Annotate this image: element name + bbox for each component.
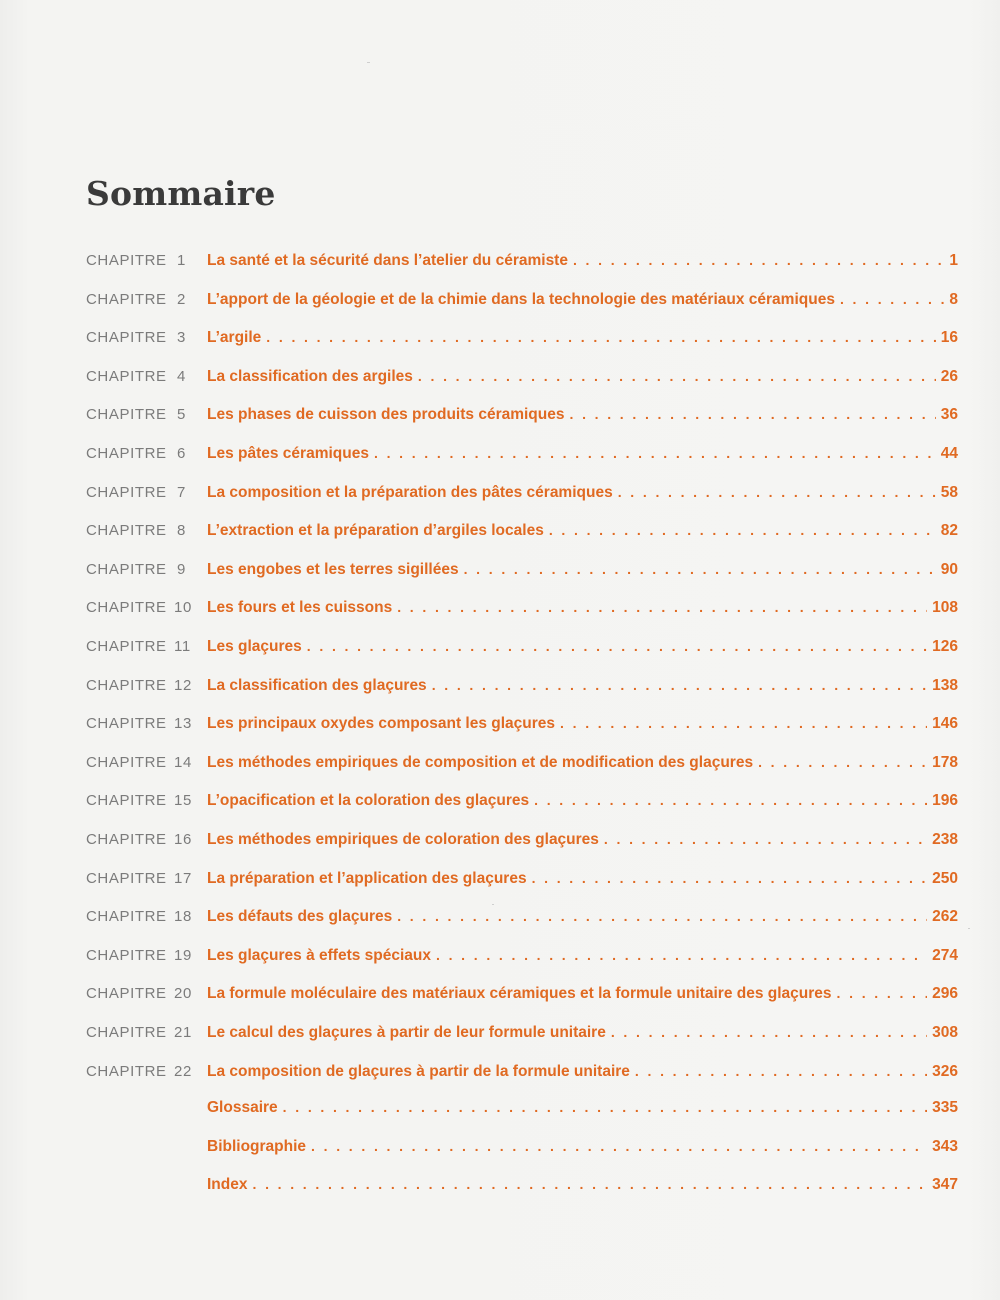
entry-title[interactable]: Les méthodes empiriques de composition et de modification des glaçures <box>207 753 754 771</box>
toc-entry[interactable] <box>207 1099 958 1117</box>
toc-row-chapter[interactable] <box>86 482 958 512</box>
chapter-label <box>86 829 207 848</box>
toc-entry[interactable] <box>207 445 958 463</box>
toc-entry[interactable] <box>207 1024 958 1042</box>
toc-row-chapter[interactable] <box>86 752 958 782</box>
entry-title[interactable]: Les glaçures à effets spéciaux <box>207 946 432 964</box>
chapter-number: 1 <box>177 252 186 269</box>
page-number[interactable]: 308 <box>932 1024 958 1041</box>
entry-title[interactable]: La préparation et l’application des glaçures <box>207 869 527 887</box>
chapter-number: 19 <box>174 946 192 964</box>
entry-title[interactable]: L’opacification et la coloration des glaçures <box>207 792 530 810</box>
toc-row-chapter[interactable] <box>86 559 958 589</box>
chapter-number: 16 <box>174 831 192 848</box>
toc-row-chapter[interactable] <box>86 713 958 743</box>
dot-leader <box>436 947 927 963</box>
dot-leader <box>534 792 927 808</box>
dot-leader <box>569 406 935 422</box>
chapter-number: 14 <box>174 753 192 771</box>
chapter-number: 17 <box>174 869 192 887</box>
chapter-label <box>86 327 207 346</box>
toc-row-chapter[interactable] <box>86 327 958 357</box>
chapter-word: CHAPITRE <box>86 329 167 347</box>
entry-title[interactable]: Les phases de cuisson des produits céramiques <box>207 406 565 424</box>
chapter-label <box>86 1187 207 1189</box>
toc-row-chapter[interactable] <box>86 945 958 975</box>
toc-row-chapter[interactable] <box>86 289 958 319</box>
toc-entry[interactable] <box>207 792 958 810</box>
entry-title[interactable]: Le calcul des glaçures à partir de leur formule unitaire <box>207 1024 606 1041</box>
dot-leader <box>618 484 936 500</box>
page-number[interactable]: 44 <box>940 445 958 462</box>
chapter-label <box>86 559 207 578</box>
toc-entry[interactable] <box>207 599 958 617</box>
dot-leader <box>560 715 927 731</box>
paper-speck <box>492 904 494 905</box>
page-number[interactable]: 196 <box>932 792 958 810</box>
page-number[interactable]: 138 <box>932 676 958 694</box>
page-number[interactable]: 296 <box>932 985 958 1003</box>
toc-row-chapter[interactable] <box>86 520 958 550</box>
toc-row-chapter[interactable] <box>86 906 958 936</box>
chapter-number: 12 <box>174 676 192 694</box>
toc-entry[interactable] <box>207 561 958 579</box>
chapter-label <box>86 1110 207 1112</box>
dot-leader <box>432 677 927 693</box>
toc-row-chapter[interactable] <box>86 1022 958 1052</box>
chapter-number: 8 <box>177 522 186 540</box>
chapter-label <box>86 1149 207 1151</box>
chapter-label <box>86 675 207 694</box>
chapter-word: CHAPITRE <box>86 445 167 462</box>
page-number[interactable]: 326 <box>932 1062 958 1080</box>
toc-row-chapter[interactable] <box>86 250 958 280</box>
chapter-label <box>86 713 207 732</box>
chapter-label <box>86 366 207 385</box>
toc-entry[interactable] <box>207 985 958 1003</box>
entry-title[interactable]: La classification des glaçures <box>207 676 427 694</box>
chapter-label <box>86 597 207 616</box>
page-number[interactable]: 146 <box>932 715 958 733</box>
chapter-word: CHAPITRE <box>86 792 167 810</box>
chapter-word: CHAPITRE <box>86 367 167 385</box>
chapter-number: 3 <box>177 329 186 347</box>
page-number[interactable]: 126 <box>932 638 958 655</box>
chapter-label <box>86 983 207 1002</box>
chapter-number: 21 <box>174 1024 192 1041</box>
page-number[interactable]: 58 <box>940 483 958 501</box>
page-number[interactable]: 26 <box>940 367 958 385</box>
dot-leader <box>464 561 936 577</box>
toc-row-chapter[interactable] <box>86 636 958 666</box>
entry-title[interactable]: L’extraction et la préparation d’argiles locales <box>207 522 544 540</box>
toc-entry[interactable] <box>207 368 958 386</box>
chapter-label <box>86 289 207 308</box>
paper-speck <box>968 928 970 929</box>
dot-leader <box>604 831 927 847</box>
toc-entry[interactable] <box>207 329 958 347</box>
chapter-word: CHAPITRE <box>86 1062 167 1080</box>
toc-row-chapter[interactable] <box>86 983 958 1013</box>
entry-title[interactable]: La classification des argiles <box>207 367 413 385</box>
toc-row-chapter[interactable] <box>86 404 958 434</box>
chapter-number: 6 <box>177 445 186 462</box>
page-number[interactable]: 1 <box>949 252 958 269</box>
chapter-number: 18 <box>174 908 192 926</box>
chapter-number: 4 <box>177 367 186 385</box>
page-number[interactable]: 178 <box>932 753 958 771</box>
toc-entry[interactable] <box>207 908 958 926</box>
entry-title[interactable]: La formule moléculaire des matériaux céramiques et la formule unitaire des glaçures <box>207 985 832 1003</box>
chapter-number: 5 <box>177 406 186 424</box>
dot-leader <box>573 252 944 268</box>
toc-entry[interactable] <box>207 252 958 270</box>
chapter-label <box>86 868 207 887</box>
dot-leader <box>611 1024 927 1040</box>
dot-leader <box>837 985 928 1001</box>
page-title: Sommaire <box>86 174 276 213</box>
chapter-word: CHAPITRE <box>86 676 167 694</box>
toc-entry[interactable] <box>207 715 958 733</box>
page-number[interactable]: 274 <box>932 946 958 964</box>
toc-entry[interactable] <box>207 1138 958 1156</box>
chapter-number: 10 <box>174 599 192 617</box>
dot-leader <box>840 291 944 307</box>
chapter-number: 11 <box>174 638 191 655</box>
entry-title[interactable]: La composition et la préparation des pâtes céramiques <box>207 483 613 501</box>
chapter-label <box>86 945 207 964</box>
page-number[interactable]: 82 <box>940 522 958 540</box>
toc-entry[interactable] <box>207 1176 958 1194</box>
entry-title[interactable]: Les défauts des glaçures <box>207 908 393 926</box>
toc-entry[interactable] <box>207 754 958 772</box>
toc-entry[interactable] <box>207 484 958 502</box>
entry-title[interactable]: Les fours et les cuissons <box>207 599 393 617</box>
page-number[interactable]: 347 <box>932 1176 958 1194</box>
toc-entry[interactable] <box>207 831 958 849</box>
toc-row-chapter[interactable] <box>86 675 958 705</box>
page-number[interactable]: 335 <box>932 1099 958 1117</box>
paper-speck <box>367 62 370 63</box>
entry-title[interactable]: Les pâtes céramiques <box>207 445 369 462</box>
entry-title[interactable]: Les principaux oxydes composant les glaçures <box>207 715 556 733</box>
chapter-label <box>86 790 207 809</box>
chapter-number: 15 <box>174 792 192 810</box>
chapter-number: 2 <box>177 290 186 308</box>
toc-entry[interactable] <box>207 947 958 965</box>
dot-leader <box>252 1176 927 1192</box>
chapter-number: 20 <box>174 985 192 1003</box>
page-number[interactable]: 108 <box>932 599 958 617</box>
page-number[interactable]: 250 <box>932 869 958 887</box>
entry-title[interactable]: La santé et la sécurité dans l’atelier du céramiste <box>207 252 568 269</box>
page-number[interactable]: 238 <box>932 831 958 848</box>
entry-title[interactable]: Glossaire <box>207 1099 278 1117</box>
chapter-label <box>86 482 207 501</box>
chapter-label <box>86 443 207 462</box>
chapter-word: CHAPITRE <box>86 753 167 771</box>
page-number[interactable]: 8 <box>949 290 958 308</box>
entry-title[interactable]: Les engobes et les terres sigillées <box>207 560 459 578</box>
page-number[interactable]: 90 <box>940 560 958 578</box>
toc-row-appendix[interactable] <box>86 1138 958 1168</box>
toc-entry[interactable] <box>207 677 958 695</box>
dot-leader <box>266 329 935 345</box>
entry-title[interactable]: La composition de glaçures à partir de la formule unitaire <box>207 1062 630 1080</box>
toc-row-chapter[interactable] <box>86 597 958 627</box>
chapter-word: CHAPITRE <box>86 560 167 578</box>
chapter-word: CHAPITRE <box>86 946 167 964</box>
entry-title[interactable]: L’argile <box>207 329 262 347</box>
dot-leader <box>635 1063 927 1079</box>
chapter-word: CHAPITRE <box>86 638 167 655</box>
entry-title[interactable]: Index <box>207 1176 248 1194</box>
chapter-word: CHAPITRE <box>86 522 167 540</box>
toc-row-chapter[interactable] <box>86 366 958 396</box>
chapter-label <box>86 906 207 925</box>
toc-row-chapter[interactable] <box>86 443 958 473</box>
chapter-word: CHAPITRE <box>86 1024 167 1041</box>
chapter-number: 22 <box>174 1062 192 1080</box>
dot-leader <box>418 368 936 384</box>
page-number[interactable]: 16 <box>940 329 958 347</box>
toc-entry[interactable] <box>207 522 958 540</box>
chapter-word: CHAPITRE <box>86 715 167 733</box>
chapter-word: CHAPITRE <box>86 869 167 887</box>
toc-row-appendix[interactable] <box>86 1176 958 1206</box>
chapter-number: 9 <box>177 560 186 578</box>
chapter-word: CHAPITRE <box>86 831 167 848</box>
dot-leader <box>311 1138 927 1154</box>
dot-leader <box>307 638 927 654</box>
chapter-label <box>86 1022 207 1041</box>
dot-leader <box>283 1099 927 1115</box>
dot-leader <box>374 445 936 461</box>
chapter-label <box>86 404 207 423</box>
entry-title[interactable]: Bibliographie <box>207 1137 307 1155</box>
entry-title[interactable]: Les méthodes empiriques de coloration des glaçures <box>207 831 599 848</box>
toc-row-appendix[interactable] <box>86 1099 958 1129</box>
toc-entry[interactable] <box>207 870 958 888</box>
chapter-label <box>86 520 207 539</box>
chapter-label <box>86 1061 207 1080</box>
dot-leader <box>549 522 936 538</box>
toc-entry[interactable] <box>207 406 958 424</box>
page-number[interactable]: 262 <box>932 908 958 926</box>
toc-entry[interactable] <box>207 1063 958 1081</box>
toc-row-chapter[interactable] <box>86 790 958 820</box>
dot-leader <box>532 870 928 886</box>
toc-row-chapter[interactable] <box>86 829 958 859</box>
chapter-label <box>86 636 207 655</box>
chapter-label <box>86 752 207 771</box>
page-number[interactable]: 343 <box>932 1137 958 1155</box>
chapter-word: CHAPITRE <box>86 985 167 1003</box>
chapter-word: CHAPITRE <box>86 290 167 308</box>
toc-entry[interactable] <box>207 291 958 309</box>
chapter-number: 13 <box>174 715 192 733</box>
chapter-word: CHAPITRE <box>86 599 167 617</box>
chapter-word: CHAPITRE <box>86 252 167 269</box>
dot-leader <box>397 908 927 924</box>
entry-title[interactable]: Les glaçures <box>207 638 302 655</box>
chapter-word: CHAPITRE <box>86 908 167 926</box>
dot-leader <box>397 599 927 615</box>
toc-row-chapter[interactable] <box>86 868 958 898</box>
toc-row-chapter[interactable] <box>86 1061 958 1091</box>
dot-leader <box>758 754 927 770</box>
chapter-word: CHAPITRE <box>86 483 167 501</box>
chapter-label <box>86 250 207 269</box>
page-number[interactable]: 36 <box>940 406 958 424</box>
chapter-word: CHAPITRE <box>86 406 167 424</box>
chapter-number: 7 <box>177 483 186 501</box>
toc-entry[interactable] <box>207 638 958 656</box>
entry-title[interactable]: L’apport de la géologie et de la chimie dans la technologie des matériaux céramiques <box>207 290 835 308</box>
